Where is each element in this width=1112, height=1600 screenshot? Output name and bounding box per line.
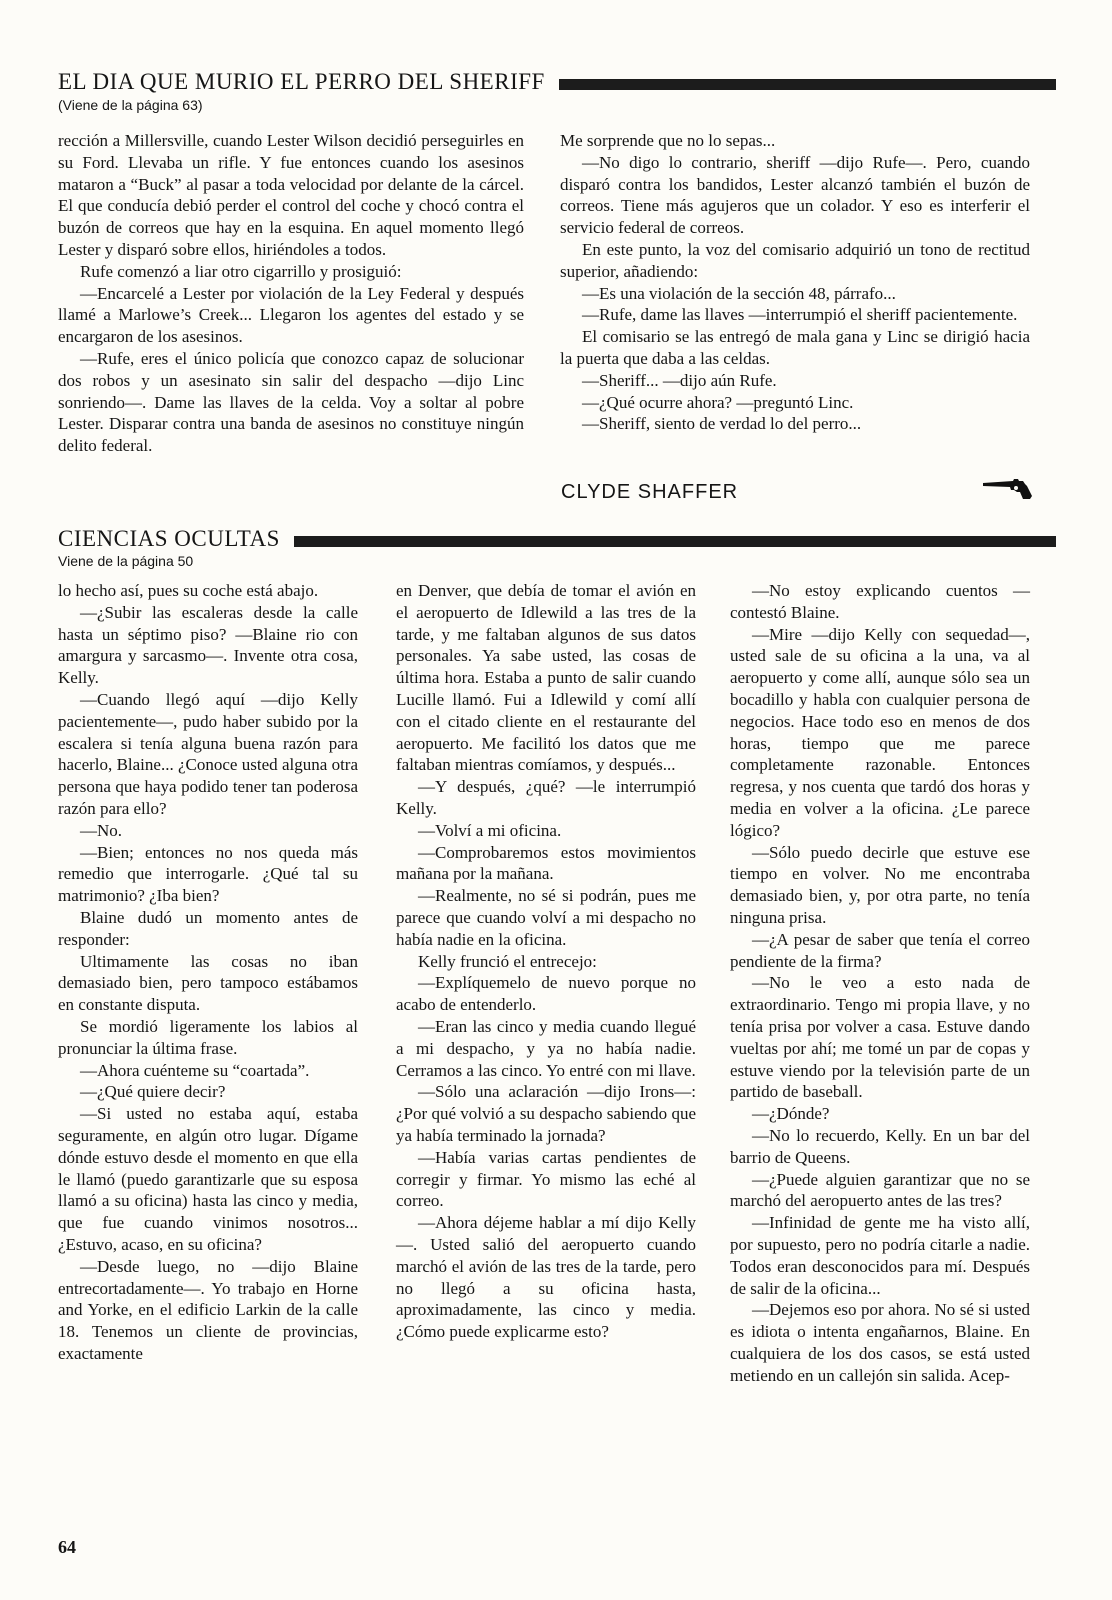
story1-header [58,70,1056,93]
paragraph: —No estoy explicando cuentos —contestó Blaine. [730,581,1030,622]
paragraph: —Desde luego, no —dijo Blaine entrecortadamente—. Yo trabajo en Horne and Yorke, en el edificio Larkin de la calle 18. Tenemos un cliente de provincias, exactamente [58,1256,358,1363]
paragraph: —Comprobaremos estos movimientos mañana por la mañana. [396,842,696,884]
story1-continued: (Viene de la página 63) [58,97,203,113]
paragraph: —¿Dónde? [752,1104,830,1124]
story2-column-3 [730,580,1030,1386]
paragraph: El comisario se las entregó de mala gana y Linc se dirigió hacia la puerta que daba a las celdas. [560,327,1030,368]
paragraph: —Realmente, no sé si podrán, pues me parece que cuando volví a mi despacho no había nadie en la oficina. [396,886,696,949]
paragraph: Kelly frunció el entrecejo: [418,951,597,971]
paragraph: rección a Millersville, cuando Lester Wilson decidió perseguirles en su Ford. Llevaba un rifle. Y fue entonces cuando los asesinos mataron a “Buck” al pasar a toda velocidad por delante de la cárcel. El que conducía debió perder el control del coche y chocó contra el buzón de correos que hay en la esquina. En aquel momento llegó Lester y disparó sobre ellos, hiriéndoles a todos. [58,131,524,259]
paragraph: —Sólo puedo decirle que estuve ese tiempo en volver. No me encontraba demasiado bien, y, por otra parte, no tenía ninguna prisa. [730,842,1030,927]
story1-column-left [58,130,524,457]
paragraph: —Sólo una aclaración —dijo Irons—: ¿Por qué volvió a su despacho sabiendo que ya había terminado la jornada? [396,1082,696,1145]
paragraph: —No lo recuerdo, Kelly. En un bar del barrio de Queens. [730,1125,1030,1167]
page-number: 64 [58,1537,76,1557]
revolver-icon [983,478,1033,500]
paragraph: —Es una violación de la sección 48, párrafo... [582,283,896,303]
paragraph: —Ahora déjeme hablar a mí dijo Kelly—. Usted salió del aeropuerto cuando marchó el avión de las tres de la tarde, pero no llegó a su oficina hasta, aproximadamente, las cinco y media. ¿Cómo puede explicarme esto? [396,1213,696,1342]
paragraph: Se mordió ligeramente los labios al pronunciar la última frase. [58,1016,358,1058]
paragraph: En este punto, la voz del comisario adquirió un tono de rectitud superior, añadiendo: [560,239,1030,281]
paragraph: Me sorprende que no lo sepas... [560,131,776,150]
story1-column-right [560,130,1030,435]
paragraph: —No digo lo contrario, sheriff —dijo Rufe—. Pero, cuando disparó contra los bandidos, Lester alcanzó también el buzón de correos. Tiene más agujeros que un colador. Y eso es interferir el servicio federal de correos. [560,152,1030,238]
paragraph: —Encarcelé a Lester por violación de la Ley Federal y después llamé a Marlowe’s Creek... Llegaron los agentes del estado y se encargaron de los asesinos. [58,283,524,347]
paragraph: —¿Subir las escaleras desde la calle hasta un séptimo piso? —Blaine rio con amargura y sarcasmo—. Invente otra cosa, Kelly. [58,602,358,688]
story1-author: CLYDE SHAFFER [561,481,739,503]
story2-column-2 [396,580,696,1343]
paragraph: —Sheriff, siento de verdad lo del perro... [582,414,862,434]
paragraph: Rufe comenzó a liar otro cigarrillo y prosiguió: [80,261,402,281]
header-rule [294,536,1056,547]
paragraph: lo hecho así, pues su coche está abajo. [58,581,319,600]
paragraph: —¿Puede alguien garantizar que no se marchó del aeropuerto antes de las tres? [730,1169,1030,1211]
paragraph: Ultimamente las cosas no iban demasiado bien, pero tampoco estábamos en constante disputa. [58,951,358,1015]
paragraph: en Denver, que debía de tomar el avión en el aeropuerto de Idlewild a las tres de la tarde, y me faltaban algunos de sus datos personales. Ya sabe usted, las cosas de última hora. Estaba a punto de salir cuando Lucille llamó. Fui a Idlewild y comí allí con el citado cliente en el restaurante del aeropuerto. Me facilitó los datos que me faltaban mientras comíamos, y después... [396,581,696,775]
paragraph: —No le veo a esto nada de extraordinario. Tengo mi propia llave, y no tenía prisa por volver a casa. Estuve dando vueltas por ahí; me tomé un par de copas y estuve viendo por la televisión parte de un partido de baseball. [730,973,1030,1102]
paragraph: —Infinidad de gente me ha visto allí, por supuesto, pero no podría citarle a nadie. Todos eran desconocidos para mí. Después de salir de la oficina... [730,1213,1030,1298]
paragraph: Blaine dudó un momento antes de responder: [58,907,358,949]
story2-header [58,527,1056,550]
paragraph: —No. [80,820,123,840]
header-rule [559,79,1056,90]
story2-title: CIENCIAS OCULTAS [58,526,280,551]
paragraph: —¿Qué quiere decir? [80,1082,226,1102]
paragraph: —Y después, ¿qué? —le interrumpió Kelly. [396,777,696,818]
paragraph: —Cuando llegó aquí —dijo Kelly pacientemente—, pudo haber subido por la escalera si tenía alguna buena razón para hacerlo, Blaine... ¿Conoce usted alguna otra persona que haya podido tener tan poderosa razón para ello? [58,689,358,818]
paragraph: —Ahora cuénteme su “coartada”. [80,1060,310,1080]
story1-title: EL DIA QUE MURIO EL PERRO DEL SHERIFF [58,69,545,94]
paragraph: —Sheriff... —dijo aún Rufe. [582,370,777,390]
story2-column-1 [58,580,358,1365]
paragraph: —Eran las cinco y media cuando llegué a mi despacho, y ya no había nadie. Cerramos a las cinco. Yo entré con mi llave. [396,1016,696,1080]
paragraph: —Bien; entonces no nos queda más remedio que interrogarle. ¿Qué tal su matrimonio? ¿Iba bien? [58,842,358,906]
paragraph: —¿A pesar de saber que tenía el correo pendiente de la firma? [730,929,1030,971]
paragraph: —¿Qué ocurre ahora? —preguntó Linc. [582,392,854,412]
paragraph: —Volví a mi oficina. [418,820,562,840]
paragraph: —Explíquemelo de nuevo porque no acabo de entenderlo. [396,973,696,1015]
paragraph: —Rufe, eres el único policía que conozco capaz de solucionar dos robos y un asesinato sin salir del despacho —dijo Linc sonriendo—. Dame las llaves de la celda. Voy a soltar al pobre Lester. Disparar contra una banda de asesinos no constituye ningún delito federal. [58,348,524,456]
paragraph: —Rufe, dame las llaves —interrumpió el sheriff pacientemente. [582,305,1018,325]
paragraph: —Había varias cartas pendientes de corregir y firmar. Yo mismo las eché al correo. [396,1147,696,1211]
paragraph: —Dejemos eso por ahora. No sé si usted es idiota o intenta engañarnos, Blaine. En cualquiera de los dos casos, se está usted metiendo en un callejón sin salida. Acep- [730,1300,1030,1385]
story2-continued: Viene de la página 50 [58,553,194,569]
paragraph: —Mire —dijo Kelly con sequedad—, usted sale de su oficina a la una, va al aeropuerto y come allí, aunque sólo sea un bocadillo y habla con cualquier persona de negocios. Hace todo eso en menos de dos horas, tiempo que me parece completamente razonable. Entonces regresa, y nos cuenta que tardó dos horas y media en volver a la oficina. ¿Le parece lógico? [730,624,1030,840]
paragraph: —Si usted no estaba aquí, estaba seguramente, en algún otro lugar. Dígame dónde estuvo desde el momento en que ella le llamó (puedo garantizarle que su esposa llamó a su oficina) hasta las cinco y media, que fue cuando vinimos nosotros... ¿Estuvo, acaso, en su oficina? [58,1104,358,1254]
